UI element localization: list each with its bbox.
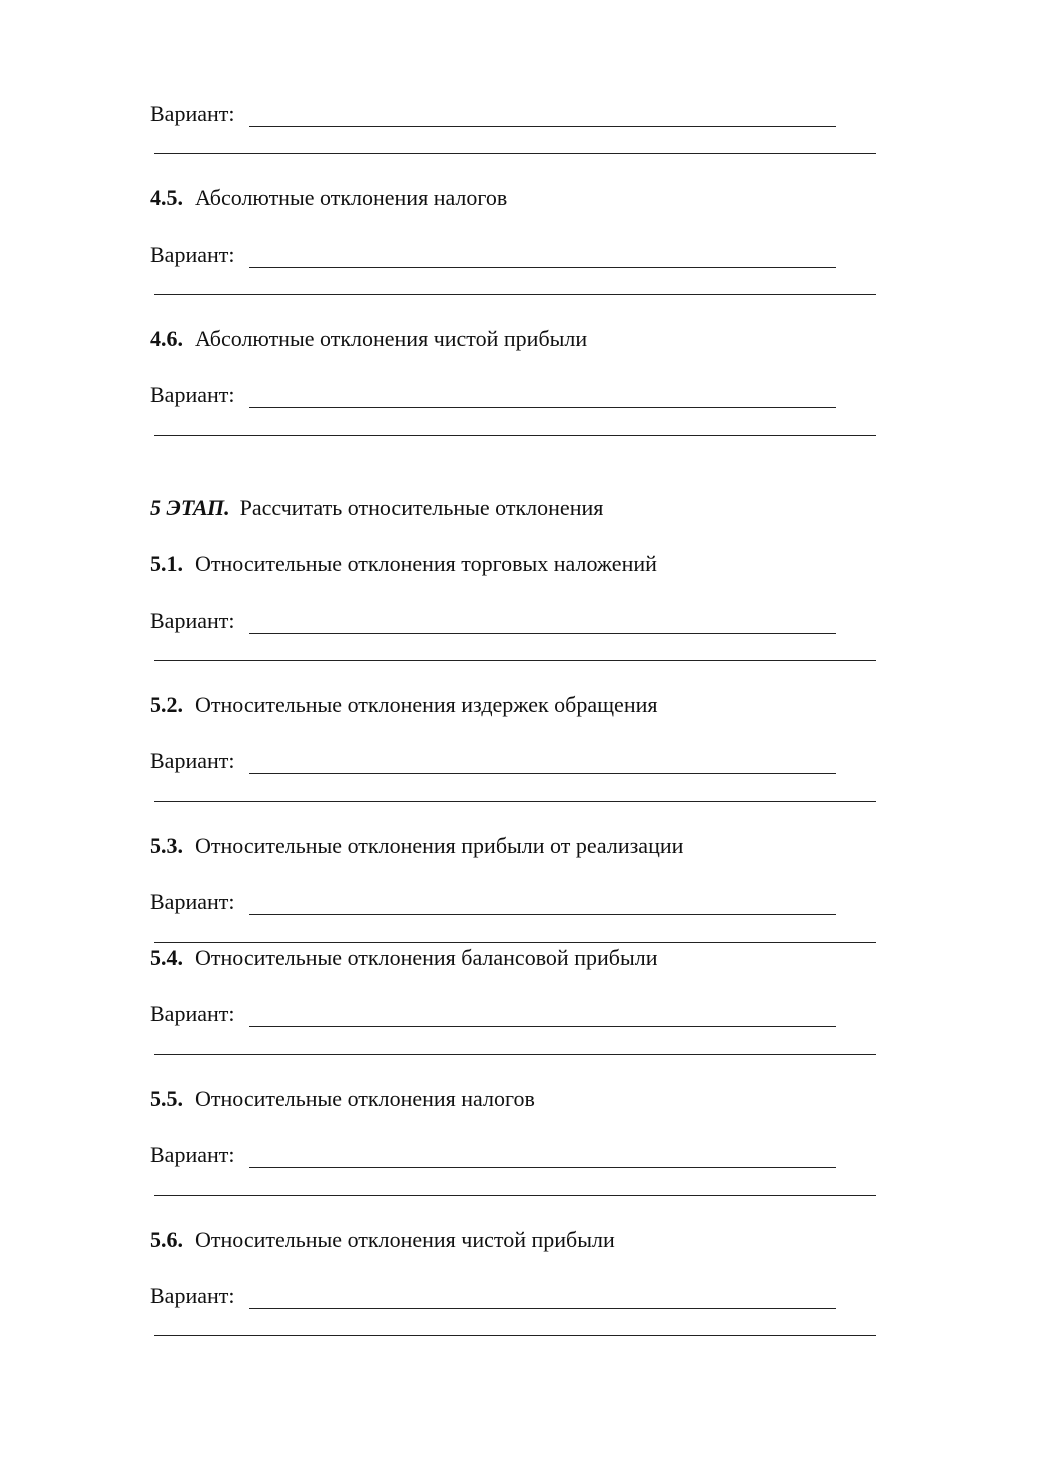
section-heading [150, 1086, 535, 1112]
answer-line [249, 1167, 836, 1168]
section-number: 5.3. [150, 833, 183, 858]
answer-line [154, 660, 876, 661]
answer-line [249, 126, 836, 127]
answer-line [249, 407, 836, 408]
section-number: 5.1. [150, 551, 183, 576]
variant-label: Вариант: [150, 1142, 235, 1167]
variant-label: Вариант: [150, 608, 235, 633]
section-title: Относительные отклонения прибыли от реализации [195, 833, 684, 858]
section-title: Абсолютные отклонения чистой прибыли [195, 326, 588, 351]
section-title: Относительные отклонения торговых наложений [195, 551, 657, 576]
answer-line [154, 942, 876, 943]
answer-line [249, 914, 836, 915]
section-number: 4.6. [150, 326, 183, 351]
section-title: Относительные отклонения издержек обращения [195, 692, 658, 717]
variant-label: Вариант: [150, 1283, 235, 1308]
variant-label: Вариант: [150, 748, 235, 773]
section-number: 5.6. [150, 1227, 183, 1252]
answer-line [154, 801, 876, 802]
section-heading [150, 833, 683, 859]
section-title: Абсолютные отклонения налогов [195, 185, 508, 210]
variant-label: Вариант: [150, 382, 235, 407]
answer-line [249, 1308, 836, 1309]
answer-line [154, 294, 876, 295]
section-number: 5.4. [150, 945, 183, 970]
section-title: Относительные отклонения чистой прибыли [195, 1227, 615, 1252]
variant-label: Вариант: [150, 1001, 235, 1026]
section-heading [150, 551, 657, 577]
answer-line [154, 153, 876, 154]
section-number: 5.2. [150, 692, 183, 717]
section-heading [150, 692, 657, 718]
section-number: 4.5. [150, 185, 183, 210]
section-heading [150, 945, 657, 971]
answer-line [249, 1026, 836, 1027]
section-number: 5.5. [150, 1086, 183, 1111]
section-title: Относительные отклонения налогов [195, 1086, 535, 1111]
variant-label: Вариант: [150, 889, 235, 914]
answer-line [154, 435, 876, 436]
variant-label: Вариант: [150, 242, 235, 267]
answer-line [154, 1195, 876, 1196]
answer-line [249, 633, 836, 634]
section-heading [150, 326, 587, 352]
section-title: Относительные отклонения балансовой прибыли [195, 945, 658, 970]
section-heading [150, 185, 507, 211]
stage-title: Рассчитать относительные отклонения [239, 495, 604, 520]
answer-line [249, 267, 836, 268]
answer-line [249, 773, 836, 774]
answer-line [154, 1054, 876, 1055]
answer-line [154, 1335, 876, 1336]
stage-number: 5 ЭТАП. [150, 495, 230, 520]
variant-label: Вариант: [150, 101, 235, 126]
section-heading [150, 1227, 615, 1253]
stage-heading [150, 495, 603, 521]
